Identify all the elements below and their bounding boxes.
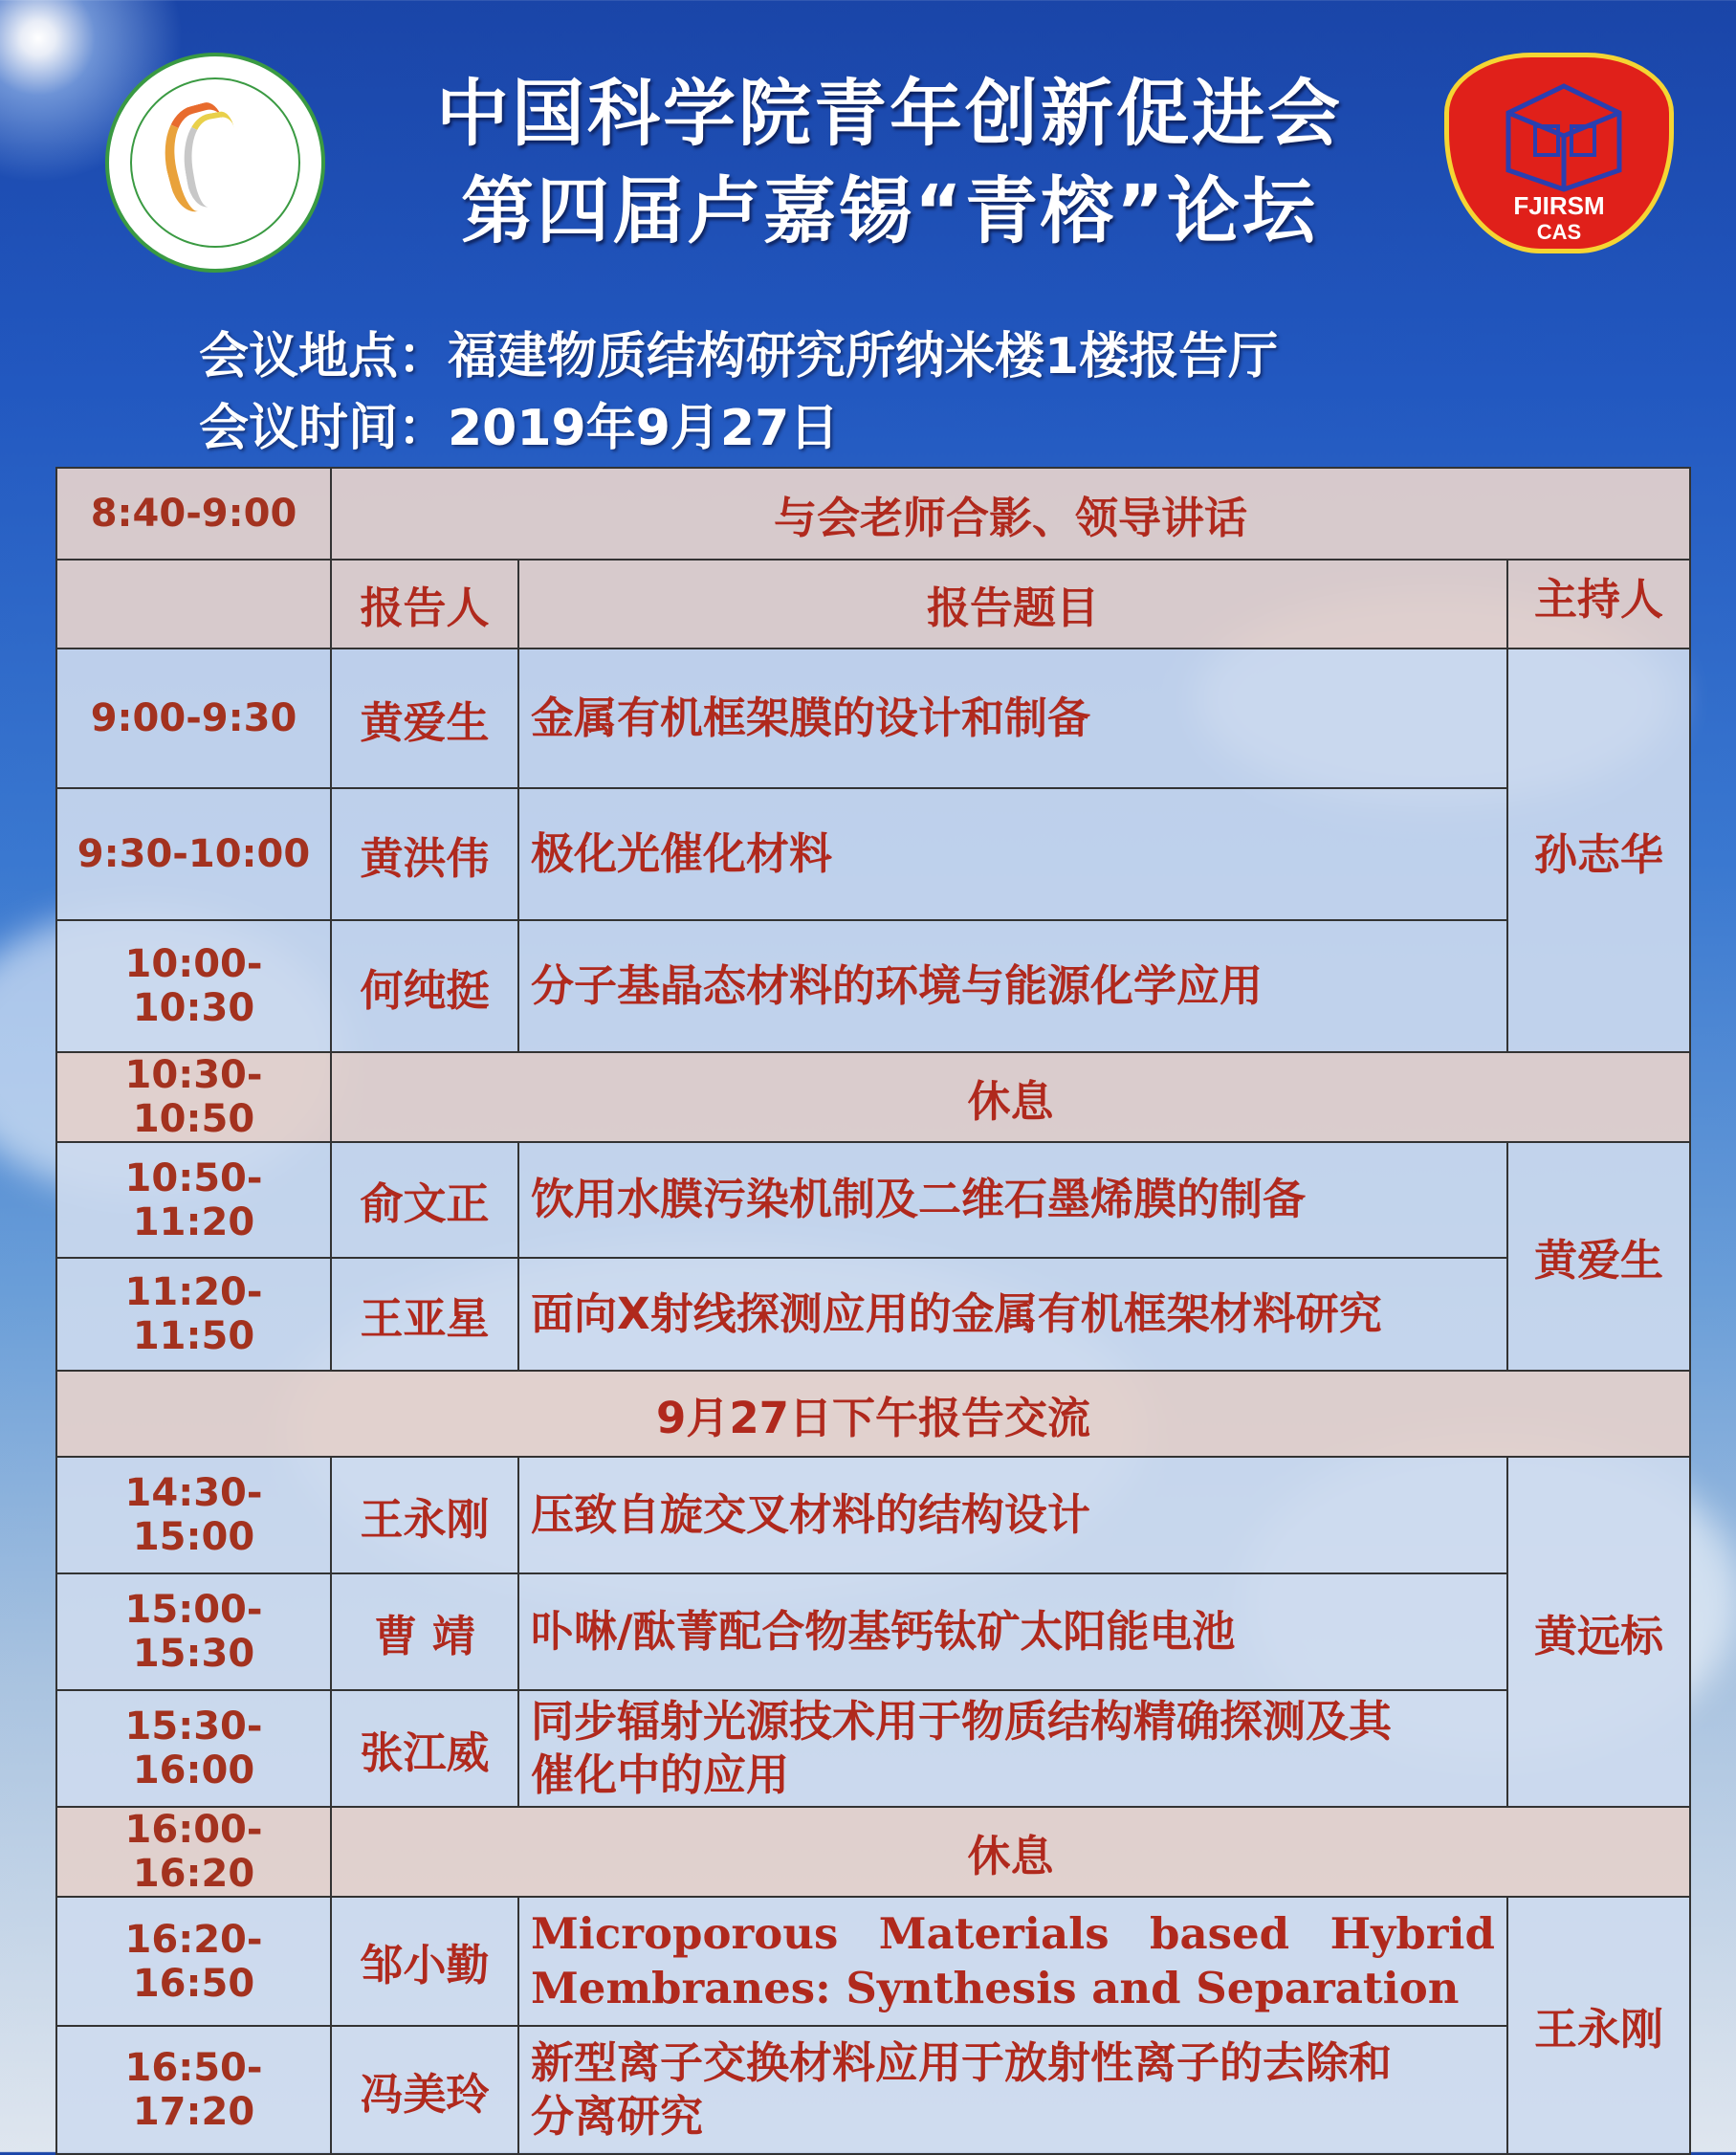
cube-icon (1497, 78, 1631, 193)
venue-text: 会议地点：福建物质结构研究所纳米楼1楼报告厅 (199, 328, 1279, 385)
table-row (56, 2026, 1690, 2154)
topic-line: 分离研究 (531, 2091, 704, 2142)
speaker-cell: 俞文正 (331, 1142, 518, 1258)
speaker-cell: 王亚星 (331, 1258, 518, 1371)
table-row (56, 1457, 1690, 1573)
topic-line (531, 1907, 1495, 1961)
time-cell: 15:00-15:30 (56, 1573, 331, 1690)
date-text: 会议时间：2019年9月27日 (199, 400, 840, 457)
host-cell: 黄远标 (1507, 1457, 1690, 1807)
table-row (56, 1690, 1690, 1807)
speaker-cell: 黄洪伟 (331, 788, 518, 920)
speaker-cell: 张江威 (331, 1690, 518, 1807)
time-cell: 10:00-10:30 (56, 920, 331, 1052)
time-cell: 10:30-10:50 (56, 1052, 331, 1142)
topic-cell: 卟啉/酞菁配合物基钙钛矿太阳能电池 (518, 1573, 1507, 1690)
host-cell: 黄爱生 (1507, 1142, 1690, 1371)
table-row (56, 649, 1690, 788)
topic-word: Hybrid (1329, 1908, 1495, 1960)
speaker-cell: 黄爱生 (331, 649, 518, 788)
header-row (56, 560, 1690, 649)
opening-row (56, 468, 1690, 560)
topic-cell (518, 1690, 1507, 1807)
afternoon-row (56, 1371, 1690, 1457)
break-row (56, 1807, 1690, 1897)
title-line-1: 中国科学院青年创新促进会 (436, 71, 1343, 156)
break-text: 休息 (331, 1807, 1690, 1897)
topic-word: based (1150, 1908, 1290, 1960)
table-row (56, 788, 1690, 920)
table-row (56, 1897, 1690, 2026)
speaker-cell: 王永刚 (331, 1457, 518, 1573)
time-cell: 16:50-17:20 (56, 2026, 331, 2154)
time-cell: 8:40-9:00 (56, 468, 331, 560)
topic-cell (518, 1897, 1507, 2026)
afternoon-text: 9月27日下午报告交流 (56, 1371, 1690, 1457)
topic-cell: 分子基晶态材料的环境与能源化学应用 (518, 920, 1507, 1052)
break-row (56, 1052, 1690, 1142)
time-cell: 10:50-11:20 (56, 1142, 331, 1258)
topic-line: 催化中的应用 (531, 1749, 790, 1800)
header-topic: 报告题目 (518, 560, 1507, 649)
time-cell: 15:30-16:00 (56, 1690, 331, 1807)
time-cell: 16:00-16:20 (56, 1807, 331, 1897)
header-time-cell (56, 560, 331, 649)
logo-text-cas: CAS (1536, 220, 1582, 244)
speaker-cell: 冯美玲 (331, 2026, 518, 2154)
host-cell: 王永刚 (1507, 1897, 1690, 2154)
topic-cell: 极化光催化材料 (518, 788, 1507, 920)
speaker-cell: 邹小勤 (331, 1897, 518, 2026)
header-speaker: 报告人 (331, 560, 518, 649)
time-cell: 9:00-9:30 (56, 649, 331, 788)
time-cell: 16:20-16:50 (56, 1897, 331, 2026)
header-host: 主持人 (1507, 560, 1690, 649)
topic-word: Materials (878, 1908, 1110, 1960)
table-row (56, 1258, 1690, 1371)
title-line-2: 第四届卢嘉锡“青榕”论坛 (461, 168, 1318, 253)
topic-cell: 面向X射线探测应用的金属有机框架材料研究 (518, 1258, 1507, 1371)
fjirsm-cas-logo (1444, 53, 1674, 253)
table-row (56, 1142, 1690, 1258)
schedule-table (55, 467, 1691, 2155)
topic-cell: 压致自旋交叉材料的结构设计 (518, 1457, 1507, 1573)
youth-innovation-association-logo (105, 53, 325, 273)
time-cell: 9:30-10:00 (56, 788, 331, 920)
table-row (56, 1573, 1690, 1690)
table-row (56, 920, 1690, 1052)
speaker-cell: 何纯挺 (331, 920, 518, 1052)
topic-line: 同步辐射光源技术用于物质结构精确探测及其 (531, 1695, 1393, 1747)
topic-line: Membranes: Synthesis and Separation (531, 1962, 1460, 2013)
opening-text: 与会老师合影、领导讲话 (331, 468, 1690, 560)
topic-cell: 饮用水膜污染机制及二维石墨烯膜的制备 (518, 1142, 1507, 1258)
topic-cell (518, 2026, 1507, 2154)
time-cell: 14:30-15:00 (56, 1457, 331, 1573)
host-cell: 孙志华 (1507, 649, 1690, 1052)
topic-word: Microporous (531, 1908, 839, 1960)
break-text: 休息 (331, 1052, 1690, 1142)
speaker-cell: 曹 靖 (331, 1573, 518, 1690)
topic-cell: 金属有机框架膜的设计和制备 (518, 649, 1507, 788)
time-cell: 11:20-11:50 (56, 1258, 331, 1371)
topic-line: 新型离子交换材料应用于放射性离子的去除和 (531, 2036, 1393, 2088)
logo-text-fjirsm: FJIRSM (1513, 191, 1605, 220)
